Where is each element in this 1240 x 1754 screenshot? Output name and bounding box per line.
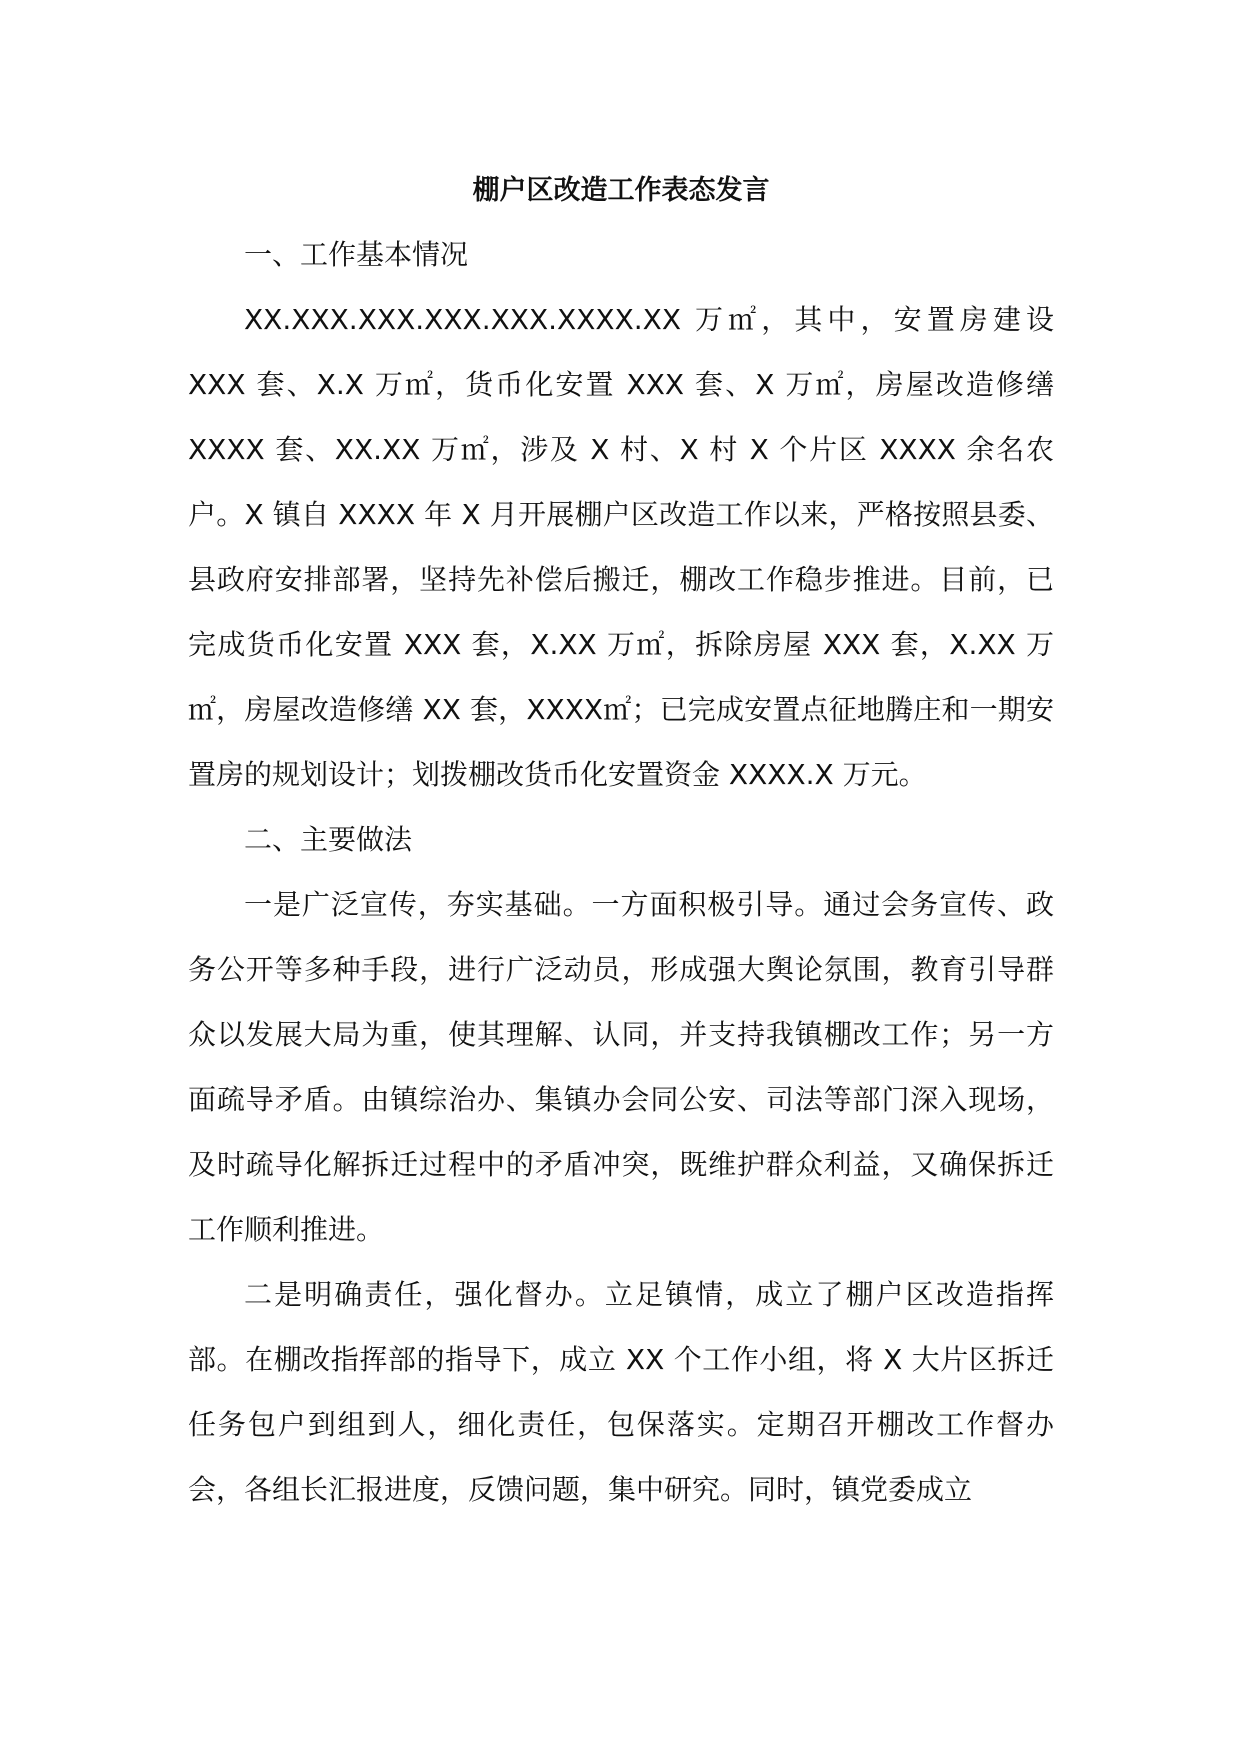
- document-body: [188, 172, 1054, 1522]
- document-title: 棚户区改造工作表态发言: [472, 175, 770, 206]
- paragraph-basic-situation: XX.XXX.XXX.XXX.XXX.XXXX.XX 万㎡，其中，安置房建设 XXX 套、X.X 万㎡，货币化安置 XXX 套、X 万㎡，房屋改造修缮 XXXX 套、XX.XX 万㎡，涉及 X 村、X 村 X 个片区 XXXX 余名农户。X 镇自 XXXX 年 X 月开展棚户区改造工作以来，严格按照县委、县政府安排部署，坚持先补偿后搬迁，棚改工作稳步推进。目前，已完成货币化安置 XXX 套，X.XX 万㎡，拆除房屋 XXX 套，X.XX 万㎡，房屋改造修缮 XX 套，XXXX㎡；已完成安置点征地腾庄和一期安置房的规划设计；划拨棚改货币化安置资金 XXXX.X 万元。: [188, 303, 1054, 791]
- paragraph-publicity: 一是广泛宣传，夯实基础。一方面积极引导。通过会务宣传、政务公开等多种手段，进行广泛动员，形成强大舆论氛围，教育引导群众以发展大局为重，使其理解、认同，并支持我镇棚改工作；另一方面疏导矛盾。由镇综治办、集镇办会同公安、司法等部门深入现场，及时疏导化解拆迁过程中的矛盾冲突，既维护群众利益，又确保拆迁工作顺利推进。: [188, 888, 1054, 1246]
- section-heading-main-practices: 二、主要做法: [244, 823, 413, 856]
- paragraph-responsibility: 二是明确责任，强化督办。立足镇情，成立了棚户区改造指挥部。在棚改指挥部的指导下，成立 XX 个工作小组，将 X 大片区拆迁任务包户到组到人，细化责任，包保落实。定期召开棚改工作督办会，各组长汇报进度，反馈问题，集中研究。同时，镇党委成立: [188, 1278, 1054, 1506]
- section-heading-basic-situation: 一、工作基本情况: [244, 238, 469, 271]
